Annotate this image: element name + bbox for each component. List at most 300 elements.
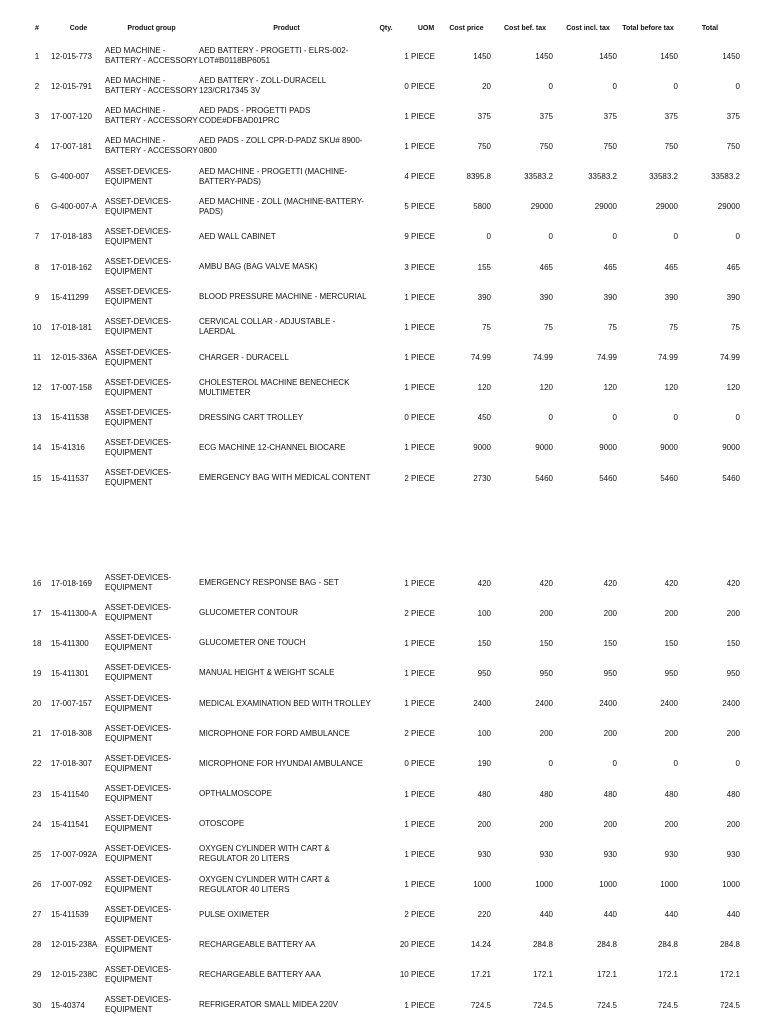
row-uom: 1 PIECE: [404, 141, 435, 151]
row-product: AED WALL CABINET: [199, 231, 276, 241]
row-cost-bef-tax: 150: [539, 638, 553, 648]
row-cost-bef-tax: 2400: [535, 699, 553, 709]
row-product-group: ASSET-DEVICES-EQUIPMENT: [105, 317, 172, 337]
row-cost-bef-tax: 950: [539, 668, 553, 678]
table-row: [0, 162, 768, 192]
row-code: 17-007-092: [51, 880, 92, 889]
row-cost-bef-tax: 200: [539, 608, 553, 618]
row-number: 17: [32, 608, 42, 618]
row-total: 750: [726, 141, 740, 151]
row-product: CHARGER - DURACELL: [199, 352, 289, 362]
row-cost-price: 375: [477, 111, 491, 121]
row-number: 19: [32, 668, 42, 678]
row-number: 9: [34, 292, 40, 302]
row-cost-bef-tax: 1000: [535, 880, 553, 889]
row-total-before-tax: 724.5: [657, 1000, 678, 1010]
row-uom: 0 PIECE: [404, 81, 435, 91]
row-code: 17-018-181: [51, 322, 92, 332]
table-row: [0, 598, 768, 628]
table-row: [0, 282, 768, 312]
row-product-group: ASSET-DEVICES-EQUIPMENT: [105, 964, 172, 984]
header-total: Total: [701, 25, 719, 32]
row-uom: 1 PIECE: [404, 292, 435, 302]
row-uom: 3 PIECE: [404, 262, 435, 272]
row-code: 15-41316: [51, 443, 85, 453]
row-number: 22: [32, 759, 42, 769]
row-total-before-tax: 172.1: [657, 970, 678, 980]
row-number: 14: [32, 443, 42, 453]
row-cost-incl-tax: 1450: [599, 51, 617, 61]
row-product: REFRIGERATOR SMALL MIDEA 220V: [199, 1000, 339, 1010]
row-cost-bef-tax: 120: [539, 383, 553, 393]
header-uom: UOM: [417, 25, 435, 32]
row-cost-price: 200: [477, 819, 491, 829]
row-product: OTOSCOPE: [199, 819, 245, 829]
table-row: [0, 463, 768, 493]
row-code: 17-007-158: [51, 383, 92, 393]
row-uom: 1 PIECE: [404, 849, 435, 859]
row-code: 12-015-791: [51, 81, 92, 91]
row-cost-bef-tax: 172.1: [532, 970, 553, 980]
row-number: 11: [32, 353, 42, 362]
row-cost-bef-tax: 440: [539, 910, 553, 920]
row-cost-price: 750: [477, 141, 491, 151]
row-code: 17-007-092A: [51, 849, 98, 859]
header-total-before-tax: Total before tax: [622, 25, 674, 32]
row-cost-bef-tax: 0: [548, 81, 553, 91]
row-product-group: AED MACHINE - BATTERY - ACCESSORY: [105, 106, 198, 126]
row-product-group: ASSET-DEVICES-EQUIPMENT: [105, 995, 172, 1015]
row-product-group: ASSET-DEVICES-EQUIPMENT: [105, 663, 172, 683]
row-product-group: ASSET-DEVICES-EQUIPMENT: [105, 377, 172, 397]
row-total-before-tax: 9000: [660, 443, 678, 453]
header-qty: Qty.: [379, 25, 393, 32]
row-total: 465: [726, 262, 740, 272]
row-cost-incl-tax: 1000: [599, 880, 617, 889]
row-total-before-tax: 0: [673, 232, 678, 242]
row-product-group: ASSET-DEVICES-EQUIPMENT: [105, 633, 172, 653]
row-total: 1450: [722, 51, 740, 61]
row-total: 0: [735, 759, 740, 769]
row-product-group: ASSET-DEVICES-EQUIPMENT: [105, 287, 172, 307]
row-total-before-tax: 0: [673, 81, 678, 91]
row-cost-incl-tax: 465: [603, 262, 617, 272]
table-row: [0, 343, 768, 373]
row-code: 15-411300-A: [51, 608, 97, 618]
row-product-group: ASSET-DEVICES-EQUIPMENT: [105, 603, 172, 623]
row-product: MANUAL HEIGHT & WEIGHT SCALE: [199, 668, 335, 678]
row-number: 18: [32, 638, 42, 648]
row-total-before-tax: 200: [664, 608, 678, 618]
row-code: 17-018-307: [51, 759, 92, 769]
table-row: [0, 222, 768, 252]
row-total: 0: [735, 232, 740, 242]
row-total-before-tax: 1450: [660, 51, 678, 61]
row-number: 16: [32, 578, 42, 588]
row-uom: 1 PIECE: [404, 111, 435, 121]
row-product: MICROPHONE FOR HYUNDAI AMBULANCE: [199, 758, 364, 768]
row-cost-bef-tax: 5460: [535, 473, 553, 483]
row-product-group: ASSET-DEVICES-EQUIPMENT: [105, 257, 172, 277]
row-product-group: ASSET-DEVICES-EQUIPMENT: [105, 814, 172, 834]
row-cost-incl-tax: 74.99: [596, 353, 617, 362]
row-cost-incl-tax: 420: [603, 578, 617, 588]
row-cost-incl-tax: 0: [612, 759, 617, 769]
row-uom: 9 PIECE: [404, 232, 435, 242]
row-code: 17-007-120: [51, 111, 92, 121]
table-row: [0, 41, 768, 71]
row-cost-incl-tax: 9000: [599, 443, 617, 453]
row-cost-bef-tax: 284.8: [532, 940, 553, 950]
table-row: [0, 101, 768, 131]
row-number: 2: [34, 81, 40, 91]
row-product: AED BATTERY - PROGETTI - ELRS-002-LOT#B0118BP6051: [199, 46, 349, 65]
row-number: 24: [32, 819, 42, 829]
row-uom: 0 PIECE: [404, 759, 435, 769]
row-cost-incl-tax: 120: [603, 383, 617, 393]
row-product: BLOOD PRESSURE MACHINE - MERCURIAL: [199, 292, 367, 302]
row-number: 30: [32, 1000, 42, 1010]
row-product-group: ASSET-DEVICES-EQUIPMENT: [105, 844, 172, 864]
row-number: 23: [32, 789, 42, 799]
table-row: [0, 658, 768, 688]
row-cost-bef-tax: 0: [548, 413, 553, 423]
row-code: 12-015-773: [51, 51, 92, 61]
row-uom: 1 PIECE: [404, 322, 435, 332]
row-uom: 1 PIECE: [404, 578, 435, 588]
row-product-group: ASSET-DEVICES-EQUIPMENT: [105, 693, 172, 713]
row-total-before-tax: 74.99: [657, 353, 678, 362]
row-total: 200: [726, 819, 740, 829]
row-total-before-tax: 375: [664, 111, 678, 121]
row-total-before-tax: 480: [664, 789, 678, 799]
row-uom: 1 PIECE: [404, 353, 435, 362]
row-total-before-tax: 420: [664, 578, 678, 588]
row-product: AED BATTERY - ZOLL-DURACELL 123/CR17345 3V: [199, 76, 326, 96]
row-cost-bef-tax: 33583.2: [524, 172, 553, 182]
row-cost-incl-tax: 75: [608, 322, 617, 332]
row-total: 200: [726, 729, 740, 739]
row-total-before-tax: 2400: [660, 699, 678, 709]
row-product-group: ASSET-DEVICES-EQUIPMENT: [105, 934, 172, 954]
row-product-group: ASSET-DEVICES-EQUIPMENT: [105, 723, 172, 743]
row-code: 15-411539: [51, 910, 89, 920]
row-cost-incl-tax: 200: [603, 819, 617, 829]
row-number: 27: [32, 910, 42, 920]
row-total: 375: [726, 111, 740, 121]
row-cost-incl-tax: 440: [603, 910, 617, 920]
row-number: 13: [32, 413, 42, 423]
row-uom: 5 PIECE: [404, 202, 435, 212]
table-row: [0, 628, 768, 658]
row-cost-price: 20: [482, 81, 491, 91]
row-code: 17-007-157: [51, 699, 92, 709]
row-total-before-tax: 750: [664, 141, 678, 151]
row-total: 75: [731, 322, 740, 332]
row-cost-price: 5800: [473, 202, 491, 212]
row-total-before-tax: 390: [664, 292, 678, 302]
row-number: 7: [34, 232, 40, 242]
row-code: 15-411538: [51, 413, 89, 423]
row-total: 0: [735, 81, 740, 91]
table-row: [0, 568, 768, 598]
row-cost-bef-tax: 0: [548, 232, 553, 242]
row-product: AED PADS - PROGETTI PADS CODE#DFBAD01PRC: [199, 106, 311, 126]
row-code: 17-018-162: [51, 262, 92, 272]
row-product-group: ASSET-DEVICES-EQUIPMENT: [105, 573, 172, 592]
row-cost-price: 0: [486, 232, 491, 242]
row-uom: 2 PIECE: [404, 473, 435, 483]
row-cost-incl-tax: 480: [603, 789, 617, 799]
row-total: 200: [726, 608, 740, 618]
row-total: 724.5: [719, 1000, 740, 1010]
row-uom: 2 PIECE: [404, 910, 435, 920]
table-row: [0, 433, 768, 463]
row-product: OXYGEN CYLINDER WITH CART & REGULATOR 20 LITERS: [199, 844, 330, 864]
row-total-before-tax: 0: [673, 413, 678, 423]
row-cost-price: 100: [477, 608, 491, 618]
row-number: 21: [32, 729, 42, 739]
row-product: AED PADS - ZOLL CPR-D-PADZ SKU# 8900-0800: [199, 136, 363, 156]
row-cost-price: 190: [477, 759, 491, 769]
table-row: [0, 312, 768, 342]
header-cost-bef-tax: Cost bef. tax: [503, 25, 546, 32]
header-cost-incl-tax: Cost incl. tax: [566, 25, 610, 32]
row-product-group: ASSET-DEVICES-EQUIPMENT: [105, 437, 172, 457]
row-product-group: ASSET-DEVICES-EQUIPMENT: [105, 468, 172, 488]
table-row: [0, 960, 768, 990]
row-product-group: AED MACHINE - BATTERY - ACCESSORY: [105, 136, 198, 156]
row-product-group: ASSET-DEVICES-EQUIPMENT: [105, 874, 172, 894]
row-total: 29000: [717, 202, 740, 212]
row-uom: 1 PIECE: [404, 443, 435, 453]
row-cost-incl-tax: 284.8: [596, 940, 617, 950]
row-total: 5460: [722, 473, 740, 483]
row-total: 420: [726, 578, 740, 588]
row-total: 950: [726, 668, 740, 678]
row-cost-price: 2730: [473, 473, 491, 483]
row-cost-bef-tax: 465: [539, 262, 553, 272]
table-row: [0, 192, 768, 222]
row-product: AMBU BAG (BAG VALVE MASK): [199, 262, 318, 272]
row-number: 28: [32, 940, 42, 950]
row-number: 4: [34, 141, 40, 151]
row-cost-bef-tax: 390: [539, 292, 553, 302]
row-cost-price: 9000: [473, 443, 491, 453]
row-uom: 2 PIECE: [404, 608, 435, 618]
row-code: 17-018-308: [51, 729, 92, 739]
row-uom: 10 PIECE: [399, 970, 435, 980]
row-total-before-tax: 200: [664, 729, 678, 739]
row-product: OPTHALMOSCOPE: [199, 789, 272, 799]
row-cost-price: 74.99: [470, 353, 491, 362]
row-cost-price: 1450: [473, 51, 491, 61]
row-code: 15-40374: [51, 1000, 85, 1010]
row-number: 25: [32, 849, 42, 859]
row-uom: 1 PIECE: [404, 1000, 435, 1010]
row-uom: 1 PIECE: [404, 880, 435, 889]
row-cost-bef-tax: 480: [539, 789, 553, 799]
row-number: 26: [32, 880, 42, 889]
row-product: GLUCOMETER CONTOUR: [199, 608, 298, 618]
row-cost-price: 450: [477, 413, 491, 423]
row-cost-price: 930: [477, 849, 491, 859]
table-row: [0, 990, 768, 1020]
row-uom: 1 PIECE: [404, 699, 435, 709]
row-cost-incl-tax: 172.1: [596, 970, 617, 980]
row-number: 15: [32, 473, 42, 483]
row-cost-price: 150: [477, 638, 491, 648]
row-number: 6: [34, 202, 40, 212]
row-total: 284.8: [719, 940, 740, 950]
row-cost-incl-tax: 2400: [599, 699, 617, 709]
row-total: 172.1: [719, 970, 740, 980]
row-product: AED MACHINE - ZOLL (MACHINE-BATTERY-PADS): [199, 196, 364, 216]
row-product: MICROPHONE FOR FORD AMBULANCE: [199, 728, 350, 738]
row-total: 1000: [722, 880, 740, 889]
row-product: DRESSING CART TROLLEY: [199, 412, 304, 422]
row-total-before-tax: 930: [664, 849, 678, 859]
row-total: 120: [726, 383, 740, 393]
row-code: 17-018-169: [51, 578, 92, 588]
table-row: [0, 719, 768, 749]
row-product: EMERGENCY BAG WITH MEDICAL CONTENT: [199, 473, 371, 483]
row-total-before-tax: 440: [664, 910, 678, 920]
row-cost-incl-tax: 29000: [594, 202, 617, 212]
table-row: [0, 689, 768, 719]
row-cost-bef-tax: 375: [539, 111, 553, 121]
row-number: 8: [34, 262, 40, 272]
row-total-before-tax: 284.8: [657, 940, 678, 950]
row-product-group: AED MACHINE - BATTERY - ACCESSORY: [105, 76, 198, 96]
row-product-group: ASSET-DEVICES-EQUIPMENT: [105, 166, 172, 186]
table-row: [0, 900, 768, 930]
row-code: 12-015-238C: [51, 970, 98, 980]
row-product: AED MACHINE - PROGETTI (MACHINE-BATTERY-PADS): [199, 166, 348, 186]
row-uom: 2 PIECE: [404, 729, 435, 739]
row-product: RECHARGEABLE BATTERY AAA: [199, 969, 321, 979]
row-cost-incl-tax: 200: [603, 608, 617, 618]
row-cost-incl-tax: 5460: [599, 473, 617, 483]
row-cost-incl-tax: 0: [612, 81, 617, 91]
row-cost-price: 480: [477, 789, 491, 799]
header-cost-price: Cost price: [449, 25, 484, 32]
row-code: 15-411299: [51, 292, 89, 302]
row-code: G-400-007-A: [51, 202, 98, 212]
row-product-group: ASSET-DEVICES-EQUIPMENT: [105, 196, 172, 216]
row-product: OXYGEN CYLINDER WITH CART & REGULATOR 40 LITERS: [199, 874, 330, 894]
row-cost-price: 420: [477, 578, 491, 588]
row-uom: 1 PIECE: [404, 383, 435, 393]
row-number: 20: [32, 699, 42, 709]
table-row: [0, 131, 768, 161]
row-cost-price: 120: [477, 383, 491, 393]
row-cost-price: 950: [477, 668, 491, 678]
row-cost-incl-tax: 930: [603, 849, 617, 859]
row-total-before-tax: 150: [664, 638, 678, 648]
row-product: ECG MACHINE 12-CHANNEL BIOCARE: [199, 442, 346, 452]
row-uom: 0 PIECE: [404, 413, 435, 423]
table-row: [0, 749, 768, 779]
table-row: [0, 809, 768, 839]
row-cost-bef-tax: 200: [539, 729, 553, 739]
row-total: 150: [726, 638, 740, 648]
table-row: [0, 71, 768, 101]
row-uom: 4 PIECE: [404, 172, 435, 182]
row-code: G-400-007: [51, 172, 90, 182]
row-code: 17-007-181: [51, 141, 92, 151]
row-cost-bef-tax: 75: [544, 322, 553, 332]
row-cost-price: 14.24: [470, 940, 491, 950]
header-product: Product: [273, 25, 300, 32]
row-cost-price: 390: [477, 292, 491, 302]
row-cost-incl-tax: 150: [603, 638, 617, 648]
table-row: [0, 373, 768, 403]
row-total-before-tax: 5460: [660, 473, 678, 483]
row-total: 440: [726, 910, 740, 920]
row-product: CHOLESTEROL MACHINE BENECHECK MULTIMETER: [199, 377, 350, 397]
row-cost-incl-tax: 390: [603, 292, 617, 302]
row-uom: 1 PIECE: [404, 789, 435, 799]
row-code: 12-015-336A: [51, 353, 98, 362]
row-code: 15-411540: [51, 789, 89, 799]
table-row: [0, 403, 768, 433]
header-product-group: Product group: [127, 25, 176, 32]
row-total-before-tax: 0: [673, 759, 678, 769]
row-code: 15-411300: [51, 638, 89, 648]
row-number: 5: [34, 172, 40, 182]
row-cost-bef-tax: 750: [539, 141, 553, 151]
row-cost-incl-tax: 750: [603, 141, 617, 151]
row-total-before-tax: 75: [669, 322, 678, 332]
row-total-before-tax: 200: [664, 819, 678, 829]
row-cost-incl-tax: 375: [603, 111, 617, 121]
row-total: 2400: [722, 699, 740, 709]
row-code: 15-411537: [51, 473, 89, 483]
row-code: 15-411301: [51, 668, 89, 678]
row-cost-incl-tax: 0: [612, 232, 617, 242]
row-number: 3: [34, 111, 40, 121]
table-row: [0, 779, 768, 809]
row-total: 74.99: [719, 353, 740, 362]
row-total-before-tax: 33583.2: [649, 172, 678, 182]
row-cost-incl-tax: 33583.2: [588, 172, 617, 182]
row-total-before-tax: 465: [664, 262, 678, 272]
row-product: GLUCOMETER ONE TOUCH: [199, 638, 306, 648]
table-row: [0, 870, 768, 900]
row-cost-bef-tax: 724.5: [532, 1000, 553, 1010]
row-cost-price: 8395.8: [466, 172, 491, 182]
row-cost-bef-tax: 29000: [530, 202, 553, 212]
row-total-before-tax: 29000: [655, 202, 678, 212]
row-cost-price: 1000: [473, 880, 491, 889]
row-total: 33583.2: [711, 172, 740, 182]
row-product: CERVICAL COLLAR - ADJUSTABLE - LAERDAL: [199, 317, 336, 337]
row-cost-incl-tax: 200: [603, 729, 617, 739]
row-total: 390: [726, 292, 740, 302]
row-code: 17-018-183: [51, 232, 92, 242]
row-cost-bef-tax: 200: [539, 819, 553, 829]
row-product-group: ASSET-DEVICES-EQUIPMENT: [105, 753, 172, 773]
row-cost-price: 75: [482, 322, 491, 332]
row-number: 29: [32, 970, 42, 980]
row-uom: 1 PIECE: [404, 819, 435, 829]
row-code: 15-411541: [51, 819, 89, 829]
header-num: #: [35, 25, 39, 32]
row-total-before-tax: 1000: [660, 880, 678, 889]
row-product: PULSE OXIMETER: [199, 909, 270, 919]
row-cost-bef-tax: 930: [539, 849, 553, 859]
